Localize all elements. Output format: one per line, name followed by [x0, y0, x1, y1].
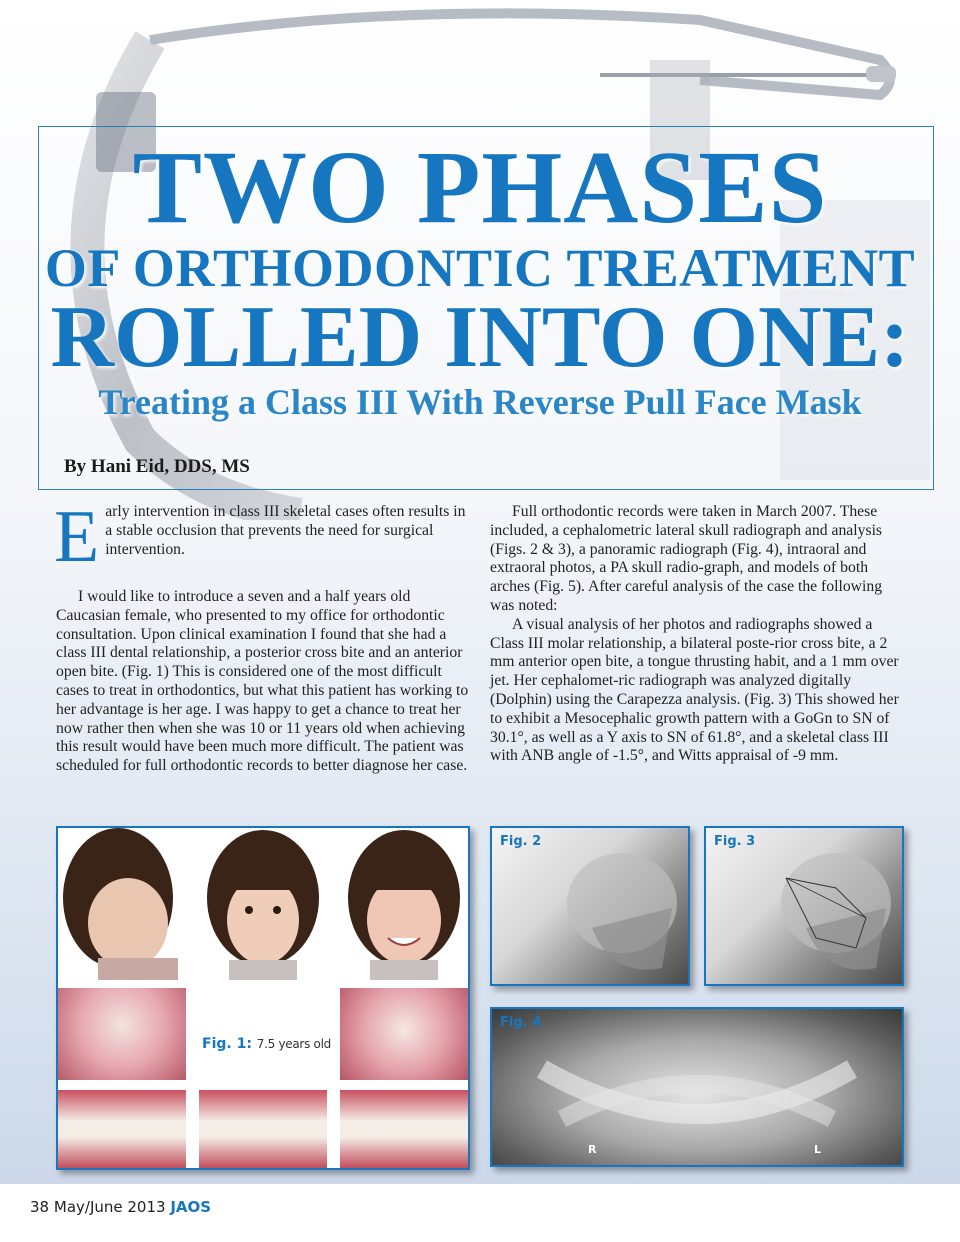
frontal-photo — [199, 828, 327, 980]
figure-4-panel — [490, 1007, 904, 1167]
panoramic-right-marker: R — [588, 1143, 597, 1156]
figure-1-panel — [56, 826, 470, 1170]
traced-cephalometric-xray — [746, 848, 896, 983]
author-byline: By Hani Eid, DDS, MS — [64, 456, 250, 477]
frontal-occlusion-photo — [199, 1090, 327, 1168]
intro-text: arly intervention in class III skeletal cases often results in a stable occlusion that prevents the need for surgical intervention. — [105, 503, 466, 558]
figure-1-label: Fig. 1: — [202, 1036, 252, 1052]
intro-paragraph — [54, 496, 472, 578]
title-line-1: TWO PHASES — [132, 130, 828, 245]
panoramic-xray — [532, 1029, 862, 1159]
profile-photo — [58, 828, 186, 980]
body-paragraph: A visual analysis of her photos and radiographs showed a Class III molar relationship, a bilateral poste-rior cross bite, a 2 mm anterior open bite, a tongue thrusting habit, and a 1 mm over jet. Her cephalomet-ric radiograph was analyzed digitally (Dolphin) using the Carapezza analysis. (Fig. 3) This showed her to exhibit a Mesocephalic growth pattern with a GoGn to SN of 30.1°, as well as a Y axis to SN of 61.8°, and a skeletal class III with ANB angle of -1.5°, and Witts appraisal of -9 mm. — [490, 615, 899, 765]
figure-1-caption — [202, 1036, 331, 1052]
body-paragraph: Full orthodontic records were taken in March 2007. These included, a cephalometric lateral skull radiograph and analysis (Figs. 2 & 3), a panoramic radiograph (Fig. 4), intraoral and extraoral photos, a PA skull radio-graph, and models of both arches (Fig. 5). After careful analysis of the case the following was noted: — [490, 503, 883, 614]
smile-photo — [340, 828, 468, 980]
cephalometric-xray — [532, 848, 682, 983]
left-column — [54, 496, 472, 776]
title-line-3: ROLLED INTO ONE: — [50, 289, 910, 386]
left-buccal-photo — [340, 1090, 468, 1168]
figure-2-panel — [490, 826, 690, 986]
page-footer — [30, 1198, 211, 1216]
figure-1-caption-text: 7.5 years old — [256, 1037, 331, 1051]
figure-4-label: Fig. 4 — [500, 1015, 542, 1030]
right-column — [490, 503, 910, 766]
figure-3-label: Fig. 3 — [714, 834, 756, 849]
drop-cap: E — [54, 496, 100, 578]
page-number: 38 — [30, 1198, 50, 1216]
title-line-2: OF ORTHODONTIC TREATMENT — [44, 238, 916, 298]
lower-arch-photo — [340, 988, 468, 1080]
panoramic-left-marker: L — [814, 1143, 822, 1156]
upper-arch-photo — [58, 988, 186, 1080]
journal-name: JAOS — [170, 1198, 212, 1216]
right-buccal-photo — [58, 1090, 186, 1168]
figure-3-panel — [704, 826, 904, 986]
body-paragraph: I would like to introduce a seven and a half years old Caucasian female, who presented to my office for orthodontic consultation. Upon clinical examination I found that she had a class III dental relationship, a posterior cross bite and an anterior open bite. (Fig. 1) This is considered one of the most difficult cases to treat in orthodontics, but what this patient has working to her advantage is her age. I was happy to get a chance to treat her now rather then when she was 10 or 11 years old when achieving this result would have been much more difficult. The patient was scheduled for full orthodontic records to better diagnose her case. — [56, 588, 469, 775]
issue-date: May/June 2013 — [53, 1198, 166, 1216]
article-subtitle: Treating a Class III With Reverse Pull Face Mask — [98, 382, 862, 422]
figure-2-label: Fig. 2 — [500, 834, 542, 849]
